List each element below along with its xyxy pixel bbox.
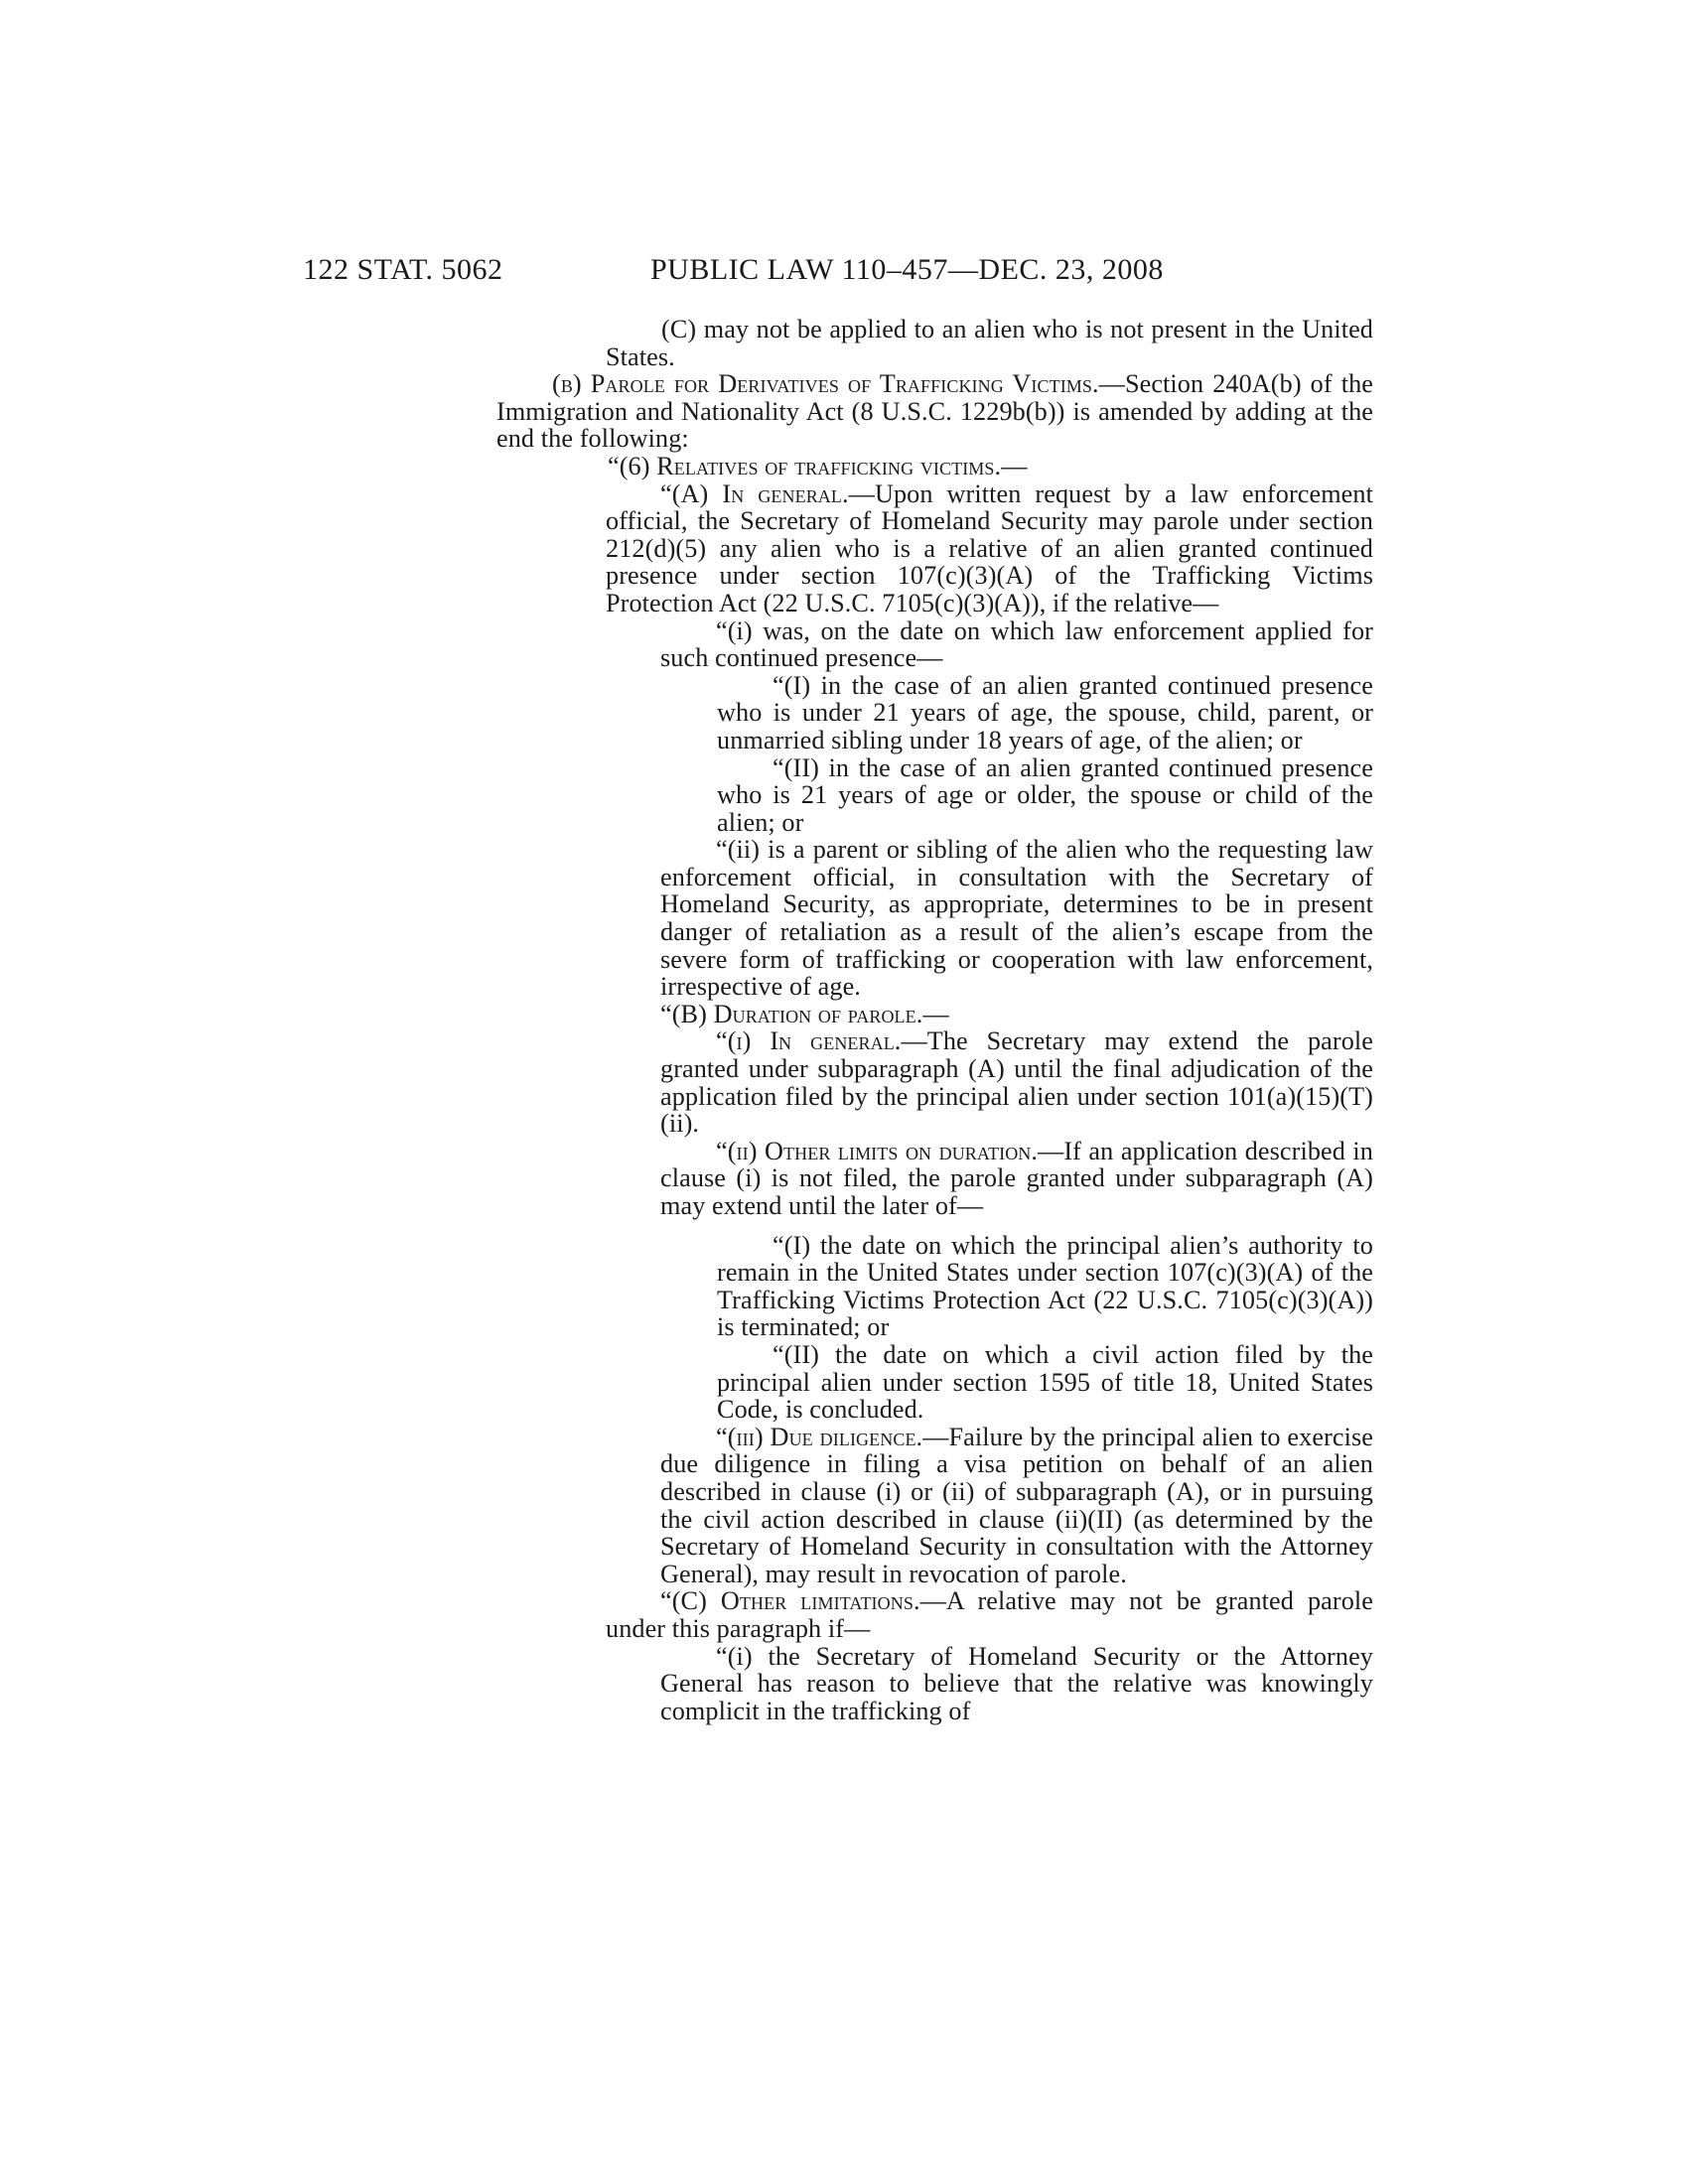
paragraph-heading: (b) Parole for Derivatives of Trafficking Victims. xyxy=(552,369,1099,399)
public-law-title: PUBLIC LAW 110–457—DEC. 23, 2008 xyxy=(650,253,1164,286)
subclause-a-i-I xyxy=(717,672,1373,754)
paragraph-text: —Upon written request by a law enforcement official, the Secretary of Homeland Security may parole under section 212(d)(5) any alien who is a relative of an alien granted continued presence under section 107(c)(3)(A) of the Trafficking Victims Protection Act (22 U.S.C. 7105(c)(3)(A)), if the relative— xyxy=(606,478,1373,617)
paragraph-text: —A relative may not be granted parole under this paragraph if— xyxy=(606,1586,1373,1643)
paragraph-text: —The Secretary may extend the parole granted under subparagraph (A) until the final adjudication of the application filed by the principal alien under section 101(a)(15)(T)(ii). xyxy=(660,1026,1374,1139)
subparagraph-c xyxy=(606,1587,1373,1642)
paragraph-text: —Section 240A(b) of the Immigration and Nationality Act (8 U.S.C. 1229b(b)) is amended by adding at the end the following: xyxy=(496,369,1373,454)
paragraph-heading: “(C) Other limitations. xyxy=(660,1586,920,1616)
paragraph-heading: “(i) In general. xyxy=(716,1026,902,1056)
paragraph-heading: “(A) In general. xyxy=(660,478,849,508)
paragraph-text: “(I) in the case of an alien granted continued presence who is under 21 years of age, the spouse, child, parent, or unmarried sibling under 18 years of age, of the alien; or xyxy=(717,670,1373,754)
paragraph-text: — xyxy=(1001,451,1028,480)
running-header xyxy=(303,250,1365,290)
statute-body xyxy=(496,316,1373,1724)
clause-c-i xyxy=(660,1643,1373,1725)
clause-b-ii xyxy=(660,1138,1373,1220)
clause-b-i xyxy=(660,1027,1373,1137)
paragraph-heading: “(B) Duration of parole. xyxy=(660,999,923,1028)
clause-b-iii xyxy=(660,1424,1373,1588)
paragraph-text: “(ii) is a parent or sibling of the alien who the requesting law enforcement official, in consultation with the Secretary of Homeland Security, as appropriate, determines to be in present danger of retaliation as a result of the alien’s escape from the severe form of trafficking or cooperation with law enforcement, irrespective of age. xyxy=(660,835,1373,1002)
subclause-b-ii-II xyxy=(717,1341,1373,1424)
paragraph-b xyxy=(496,370,1373,453)
paragraph-text: —If an application described in clause (i) is not filed, the parole granted under subparagraph (A) may extend until the later of— xyxy=(660,1136,1373,1220)
paragraph-text: “(II) in the case of an alien granted continued presence who is 21 years of age or older, the spouse or child of the alien; or xyxy=(717,752,1373,837)
statute-citation: 122 STAT. 5062 xyxy=(303,253,503,286)
subparagraph-a xyxy=(606,480,1373,617)
paragraph-text: “(I) the date on which the principal alien’s authority to remain in the United States under section 107(c)(3)(A) of the Trafficking Victims Protection Act (22 U.S.C. 7105(c)(3)(A)) is terminated; or xyxy=(717,1230,1373,1342)
paragraph-text: “(II) the date on which a civil action filed by the principal alien under section 1595 of title 18, United States Code, is concluded. xyxy=(717,1339,1373,1425)
paragraph-text: — xyxy=(922,999,949,1028)
paragraph-heading: “(iii) Due diligence. xyxy=(716,1422,923,1451)
paragraph-text: —Failure by the principal alien to exercise due diligence in filing a visa petition on behalf of an alien described in clause (i) or (ii) of subparagraph (A), or in pursuing the civil action described in clause (ii)(II) (as determined by the Secretary of Homeland Security in consultation with the Attorney General), may result in revocation of parole. xyxy=(660,1422,1373,1588)
paragraph-6 xyxy=(552,453,1373,480)
subparagraph-b xyxy=(606,1001,1373,1028)
clause-a-i xyxy=(660,617,1373,672)
subclause-b-ii-I xyxy=(717,1232,1373,1341)
clause-a-ii xyxy=(660,836,1373,1001)
paragraph-heading: “(ii) Other limits on duration. xyxy=(716,1136,1039,1165)
paragraph-heading: “(6) Relatives of trafficking victims. xyxy=(608,451,1002,480)
paragraph-text: (C) may not be applied to an alien who is not present in the United States. xyxy=(606,315,1373,371)
paragraph-text: “(i) the Secretary of Homeland Security or the Attorney General has reason to believe that the relative was knowingly complicit in the trafficking of xyxy=(660,1641,1373,1725)
subclause-a-i-II xyxy=(717,754,1373,837)
paragraph-text: “(i) was, on the date on which law enforcement applied for such continued presence— xyxy=(660,615,1373,673)
paragraph-c xyxy=(606,316,1373,370)
